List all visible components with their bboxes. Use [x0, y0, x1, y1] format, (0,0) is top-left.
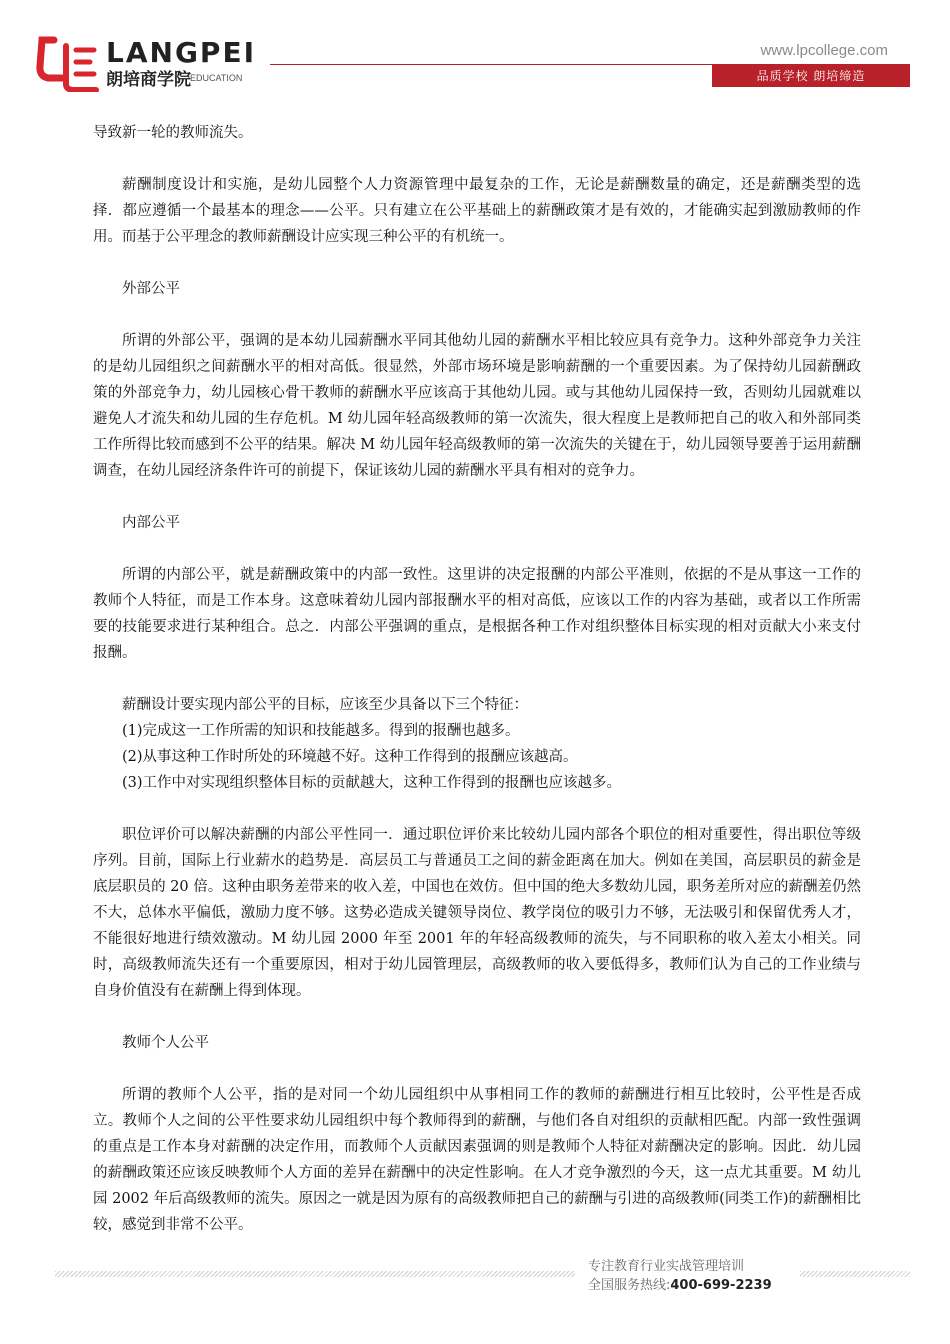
logo-wordmark: LANGPEI: [106, 36, 256, 69]
footer-tagline: 专注教育行业实战管理培训: [588, 1259, 745, 1274]
list-lead: 薪酬设计要实现内部公平的目标，应该至少具备以下三个特征：: [122, 697, 528, 713]
footer-hatch-decoration: [800, 1271, 910, 1277]
paragraph: 所谓的内部公平，就是薪酬政策中的内部一致性。这里讲的决定报酬的内部公平准则，依据的不是从事这一工作的教师个人特征，而是工作本身。这意味着幼儿园内部报酬水平的相对高低，应该以工作的内容为基础，或者以工作所需要的技能要求进行某种组合。总之．内部公平强调的重点，是根据各种工作对组织整体目标实现的相对贡献大小来支付报酬。: [93, 567, 861, 661]
paragraph: 所谓的外部公平，强调的是本幼儿园薪酬水平同其他幼儿园的薪酬水平相比较应具有竞争力。这种外部竞争力关注的是幼儿园组织之间薪酬水平的相对高低。很显然，外部市场环境是影响薪酬的一个重要因素。为了保持幼儿园薪酬政策的外部竞争力，幼儿园核心骨干教师的薪酬水平应该高于其他幼儿园。或与其他幼儿园保持一致，否则幼儿园就难以避免人才流失和幼儿园的生存危机。M 幼儿园年轻高级教师的第一次流失，很大程度上是教师把自己的收入和外部同类工作所得比较而感到不公平的结果。解决 M 幼儿园年轻高级教师的第一次流失的关键在于，幼儿园领导要善于运用薪酬调查，在幼儿园经济条件许可的前提下，保证该幼儿园的薪酬水平具有相对的竞争力。: [93, 333, 861, 479]
section-heading-external-fairness: 外部公平: [122, 281, 180, 297]
logo-chinese-name: 朗培商学院: [106, 70, 191, 90]
hotline-label: 全国服务热线:: [588, 1278, 671, 1293]
paragraph: 职位评价可以解决薪酬的内部公平性同一．通过职位评价来比较幼儿园内部各个职位的相对重要性，得出职位等级序列。目前，国际上行业薪水的趋势是．高层员工与普通员工之间的薪金距离在加大。例如在美国，高层职员的薪金是底层职员的 20 倍。这种由职务差带来的收入差，中国也在效仿。但中国的绝大多数幼儿园，职务差所对应的薪酬差仍然不大，总体水平偏低，激励力度不够。这势必造成关键领导岗位、教学岗位的吸引力不够，无法吸引和保留优秀人才，不能很好地进行绩效激动。M 幼儿园 2000 年至 2001 年的年轻高级教师的流失，与不同职称的收入差太小相关。同时，高级教师流失还有一个重要原因，相对于幼儿园管理层，高级教师的收入要低得多，教师们认为自己的工作业绩与自身价值没有在薪酬上得到体现。: [93, 827, 861, 999]
site-url[interactable]: www.lpcollege.com: [760, 42, 888, 59]
paragraph: 导致新一轮的教师流失。: [93, 125, 253, 141]
page-footer: [588, 1257, 772, 1295]
list-item: (1)完成这一工作所需的知识和技能越多。得到的报酬也越多。: [122, 723, 520, 739]
footer-hotline: [588, 1276, 772, 1295]
paragraph: 薪酬制度设计和实施，是幼儿园整个人力资源管理中最复杂的工作，无论是薪酬数量的确定，还是薪酬类型的选择．都应遵循一个最基本的理念——公平。只有建立在公平基础上的薪酬政策才是有效的，才能确实起到激励教师的作用。而基于公平理念的教师薪酬设计应实现三种公平的有机统一。: [93, 177, 861, 245]
section-heading-individual-fairness: 教师个人公平: [122, 1035, 209, 1051]
section-heading-internal-fairness: 内部公平: [122, 515, 180, 531]
footer-hatch-decoration: [55, 1271, 575, 1277]
langpei-logo-icon: [36, 36, 102, 92]
document-body: [93, 120, 861, 1264]
slogan-banner: 品质学校 朗培缔造: [712, 65, 910, 87]
list-item: (2)从事这种工作时所处的环境越不好。这种工作得到的报酬应该越高。: [122, 749, 578, 765]
paragraph: 所谓的教师个人公平，指的是对同一个幼儿园组织中从事相同工作的教师的薪酬进行相互比较时，公平性是否成立。教师个人之间的公平性要求幼儿园组织中每个教师得到的薪酬，与他们各自对组织的贡献相匹配。内部一致性强调的重点是工作本身对薪酬的决定作用，而教师个人贡献因素强调的则是教师个人特征对薪酬决定的影响。因此．幼儿园的薪酬政策还应该反映教师个人方面的差异在薪酬中的决定性影响。在人才竞争激烈的今天，这一点尤其重要。M 幼儿园 2002 年后高级教师的流失。原因之一就是因为原有的高级教师把自己的薪酬与引进的高级教师(同类工作)的薪酬相比较，感觉到非常不公平。: [93, 1087, 861, 1233]
list-item: (3)工作中对实现组织整体目标的贡献越大，这种工作得到的报酬也应该越多。: [122, 775, 622, 791]
page-header: [0, 0, 950, 100]
logo-education-label: EDUCATION: [190, 73, 243, 83]
feature-list: [93, 692, 861, 796]
hotline-number[interactable]: 400-699-2239: [670, 1278, 772, 1293]
